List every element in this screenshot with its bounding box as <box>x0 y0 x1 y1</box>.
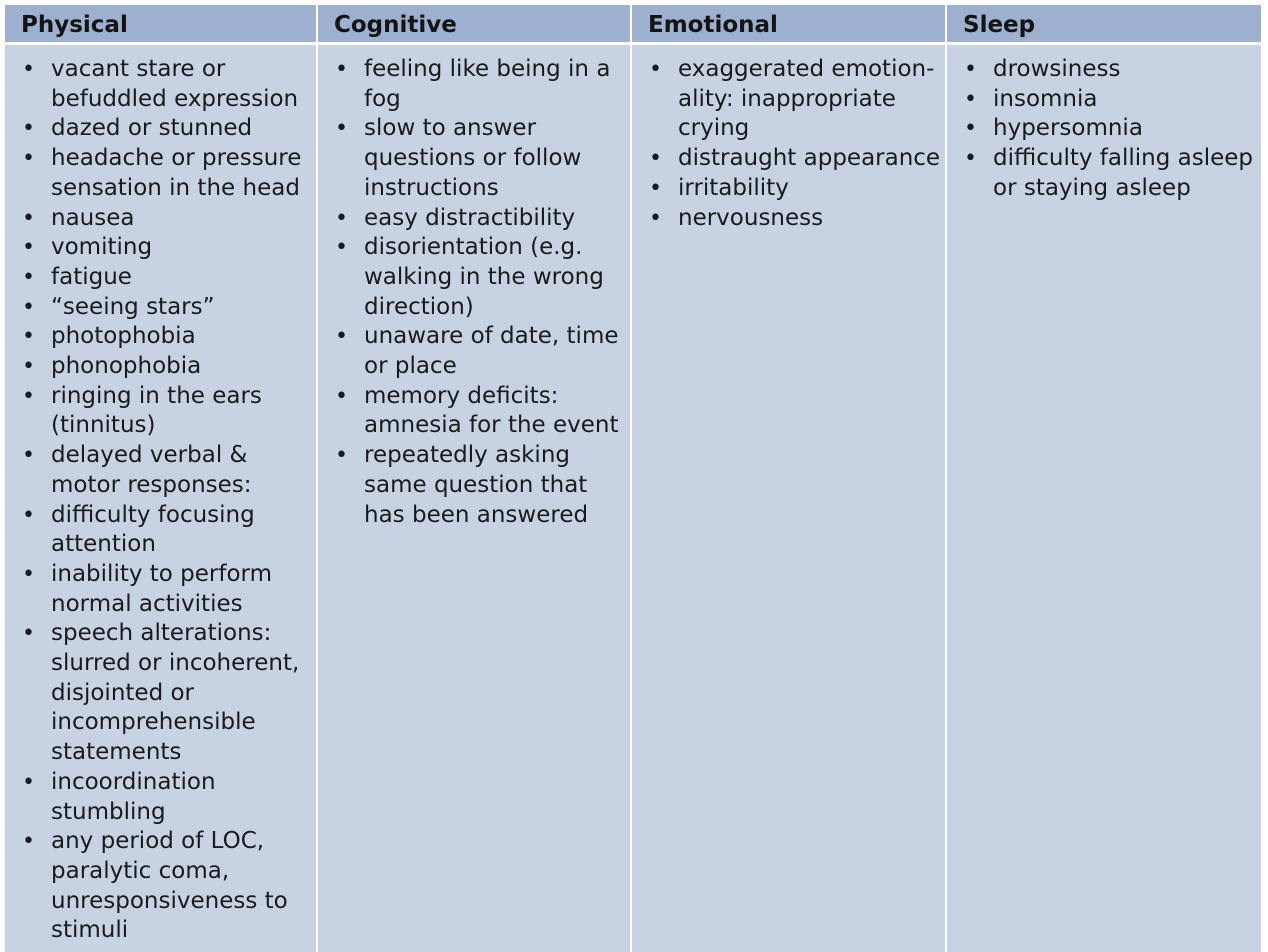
symptom-text-line: stimuli <box>51 917 129 944</box>
symptom-text-line: slurred or incoherent, <box>51 650 300 677</box>
symptom-item <box>647 174 941 204</box>
symptom-text-line: hypersomnia <box>993 115 1143 142</box>
symptom-text-line: slow to answer <box>364 115 537 142</box>
symptom-item <box>647 55 941 144</box>
symptom-text-line: attention <box>51 531 156 558</box>
bullet-icon: • <box>22 146 35 172</box>
cognitive-symptom-list <box>333 55 626 530</box>
symptom-item <box>20 619 312 768</box>
symptom-text-line: disjointed or <box>51 679 195 706</box>
symptom-text-line: irritability <box>678 174 789 201</box>
symptom-text-line: easy distractibility <box>364 204 576 231</box>
bullet-icon: • <box>964 116 977 142</box>
column-physical <box>5 45 316 952</box>
bullet-icon: • <box>335 57 348 82</box>
bullet-icon: • <box>22 57 35 82</box>
symptom-text-line: headache or pressure <box>51 145 302 172</box>
bullet-icon: • <box>649 205 662 231</box>
symptom-text-line: vacant stare or <box>51 56 226 82</box>
symptom-item <box>647 204 941 234</box>
symptom-text-line: unresponsiveness to <box>51 887 288 914</box>
symptom-item <box>333 114 626 203</box>
bullet-icon: • <box>22 354 35 380</box>
bullet-icon: • <box>649 175 662 201</box>
symptom-text-line: difficulty focusing <box>51 501 255 528</box>
symptom-text-line: normal activities <box>51 590 243 617</box>
symptom-text-line: unaware of date, time <box>364 323 619 350</box>
header-sleep: Sleep <box>947 5 1261 45</box>
symptom-item <box>333 204 626 234</box>
symptom-item <box>333 233 626 322</box>
bullet-icon: • <box>22 205 35 231</box>
symptom-text-line: same question that <box>364 471 588 498</box>
bullet-icon: • <box>335 324 348 350</box>
bullet-icon: • <box>335 116 348 142</box>
bullet-icon: • <box>335 235 348 261</box>
symptom-text-line: disorientation (e.g. <box>364 234 583 261</box>
bullet-icon: • <box>964 57 977 82</box>
symptom-text-line: dazed or stunned <box>51 115 253 142</box>
symptom-text-line: photophobia <box>51 323 196 350</box>
symptom-text-line: (tinnitus) <box>51 412 156 439</box>
symptom-text-line: sensation in the head <box>51 174 300 201</box>
symptom-text-line: any period of LOC, <box>51 828 265 855</box>
symptom-table <box>5 5 1261 952</box>
symptom-text-line: fatigue <box>51 263 132 290</box>
emotional-symptom-list <box>647 55 941 233</box>
symptom-item <box>962 55 1257 85</box>
bullet-icon: • <box>22 116 35 142</box>
symptom-text-line: ality: inappropriate <box>678 85 896 112</box>
symptom-item <box>20 55 312 114</box>
symptom-item <box>20 322 312 352</box>
symptom-item <box>962 144 1257 203</box>
symptom-item <box>20 501 312 560</box>
bullet-icon: • <box>335 383 348 409</box>
symptom-item <box>20 768 312 827</box>
symptom-item <box>962 114 1257 144</box>
sleep-symptom-list <box>962 55 1257 204</box>
symptom-text-line: nausea <box>51 204 135 231</box>
symptom-text-line: walking in the wrong <box>364 263 604 290</box>
symptom-text-line: vomiting <box>51 234 153 261</box>
bullet-icon: • <box>22 561 35 587</box>
bullet-icon: • <box>22 235 35 261</box>
symptom-text-line: speech alterations: <box>51 620 272 647</box>
bullet-icon: • <box>22 324 35 350</box>
bullet-icon: • <box>22 294 35 320</box>
symptom-text-line: distraught appearance <box>678 145 941 172</box>
bullet-icon: • <box>22 621 35 647</box>
bullet-icon: • <box>649 146 662 172</box>
symptom-text-line: feeling like being in a <box>364 56 611 82</box>
symptom-text-line: inability to perform <box>51 560 273 587</box>
symptom-text-line: nervousness <box>678 204 824 231</box>
symptom-item <box>20 144 312 203</box>
physical-symptom-list <box>20 55 312 946</box>
symptom-text-line: exaggerated emotion- <box>678 56 935 82</box>
symptom-text-line: has been answered <box>364 501 589 528</box>
symptom-item <box>20 382 312 441</box>
symptom-text-line: paralytic coma, <box>51 857 230 884</box>
header-physical: Physical <box>5 5 316 45</box>
symptom-item <box>333 322 626 381</box>
column-emotional <box>632 45 945 952</box>
column-cognitive <box>318 45 630 952</box>
symptom-item <box>20 293 312 323</box>
symptom-text-line: crying <box>678 115 750 142</box>
bullet-icon: • <box>335 205 348 231</box>
symptom-item <box>20 114 312 144</box>
symptom-item <box>20 233 312 263</box>
symptom-item <box>20 352 312 382</box>
bullet-icon: • <box>22 502 35 528</box>
header-emotional: Emotional <box>632 5 945 45</box>
bullet-icon: • <box>22 264 35 290</box>
bullet-icon: • <box>649 57 662 82</box>
symptom-text-line: befuddled expression <box>51 85 299 112</box>
symptom-text-line: or place <box>364 353 457 380</box>
symptom-item <box>20 441 312 500</box>
symptom-text-line: drowsiness <box>993 56 1121 82</box>
symptom-item <box>333 382 626 441</box>
symptom-text-line: insomnia <box>993 85 1098 112</box>
bullet-icon: • <box>22 829 35 855</box>
symptom-text-line: stumbling <box>51 798 166 825</box>
symptom-text-line: memory deficits: <box>364 382 559 409</box>
bullet-icon: • <box>22 769 35 795</box>
symptom-item <box>333 55 626 114</box>
symptom-text-line: instructions <box>364 174 499 201</box>
symptom-text-line: ringing in the ears <box>51 382 262 409</box>
symptom-item <box>20 263 312 293</box>
symptom-text-line: questions or follow <box>364 145 582 172</box>
symptom-text-line: difficulty falling asleep <box>993 145 1253 172</box>
symptom-item <box>962 85 1257 115</box>
bullet-icon: • <box>964 86 977 112</box>
symptom-text-line: or staying asleep <box>993 174 1191 201</box>
header-cognitive: Cognitive <box>318 5 630 45</box>
column-sleep <box>947 45 1261 952</box>
bullet-icon: • <box>22 383 35 409</box>
symptom-text-line: delayed verbal & <box>51 442 248 469</box>
symptom-text-line: statements <box>51 739 182 766</box>
symptom-text-line: direction) <box>364 293 474 320</box>
symptom-item <box>333 441 626 530</box>
symptom-item <box>647 144 941 174</box>
bullet-icon: • <box>964 146 977 172</box>
symptom-item <box>20 560 312 619</box>
symptom-text-line: fog <box>364 85 401 112</box>
bullet-icon: • <box>22 443 35 469</box>
symptom-text-line: repeatedly asking <box>364 442 570 469</box>
symptom-text-line: amnesia for the event <box>364 412 619 439</box>
symptom-text-line: phonophobia <box>51 353 202 380</box>
symptom-item <box>20 827 312 946</box>
symptom-text-line: incomprehensible <box>51 709 256 736</box>
symptom-text-line: incoordination <box>51 768 216 795</box>
bullet-icon: • <box>335 443 348 469</box>
symptom-text-line: “seeing stars” <box>51 293 215 320</box>
symptom-text-line: motor responses: <box>51 471 252 498</box>
symptom-item <box>20 204 312 234</box>
